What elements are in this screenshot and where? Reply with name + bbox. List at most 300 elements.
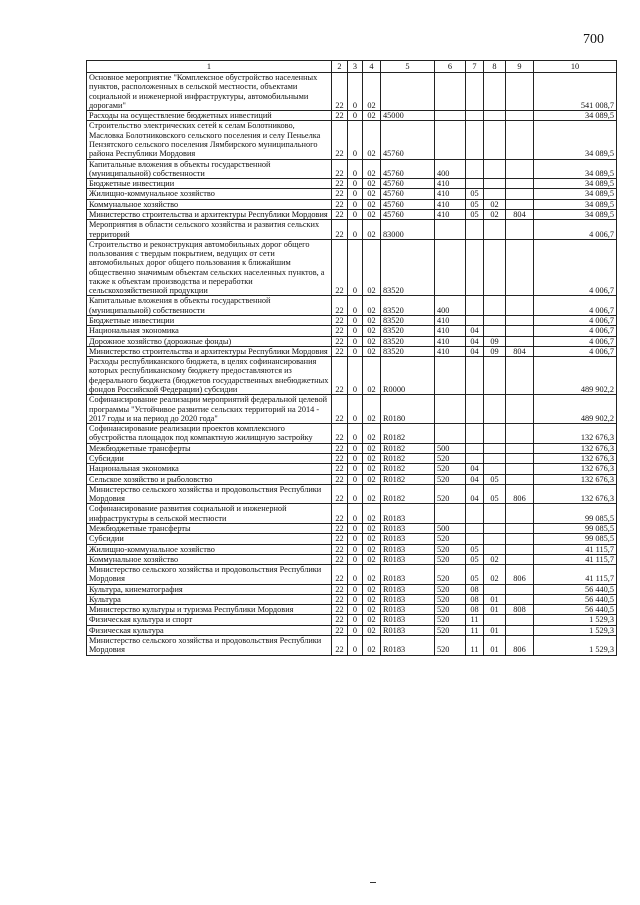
code-event: 02	[363, 121, 381, 159]
code-administrator	[506, 453, 534, 463]
code-event: 02	[363, 73, 381, 111]
code-direction: R0183	[381, 615, 435, 625]
code-event: 02	[363, 484, 381, 504]
code-subsection	[484, 316, 506, 326]
code-ministry: 22	[332, 159, 348, 179]
code-event: 02	[363, 615, 381, 625]
table-row	[87, 111, 617, 121]
code-ministry: 22	[332, 443, 348, 453]
table-row	[87, 565, 617, 585]
code-subsection: 05	[484, 474, 506, 484]
row-name: Коммунальное хозяйство	[87, 199, 332, 209]
code-subprogram: 0	[348, 73, 363, 111]
code-expense-type: 410	[435, 326, 466, 336]
row-name: Мероприятия в области сельского хозяйства и развития сельских территорий	[87, 220, 332, 240]
code-expense-type	[435, 504, 466, 524]
code-section	[466, 357, 484, 395]
row-name: Культура	[87, 594, 332, 604]
code-ministry: 22	[332, 73, 348, 111]
code-section	[466, 424, 484, 444]
code-event: 02	[363, 605, 381, 615]
header-cell: 5	[381, 61, 435, 73]
code-administrator	[506, 336, 534, 346]
code-section	[466, 504, 484, 524]
code-event: 02	[363, 326, 381, 336]
row-name: Строительство и реконструкция автомобильных дорог общего пользования с твердым покрытием, ведущих от сети автомобильных дорог общего пользования к ближайшим общественно значимым объектам сельских населенных пунктов, а также к объектам производства и переработки сельскохозяйственной продукции	[87, 239, 332, 296]
code-ministry: 22	[332, 179, 348, 189]
code-direction: R0182	[381, 424, 435, 444]
row-amount: 34 089,5	[534, 111, 617, 121]
code-subprogram: 0	[348, 357, 363, 395]
code-section: 04	[466, 346, 484, 356]
code-direction: 83520	[381, 346, 435, 356]
code-expense-type: 410	[435, 336, 466, 346]
code-expense-type	[435, 111, 466, 121]
row-name: Физическая культура	[87, 625, 332, 635]
code-section: 11	[466, 625, 484, 635]
header-cell: 8	[484, 61, 506, 73]
code-administrator	[506, 625, 534, 635]
code-ministry: 22	[332, 111, 348, 121]
code-event: 02	[363, 395, 381, 424]
row-amount: 489 902,2	[534, 357, 617, 395]
table-row	[87, 504, 617, 524]
row-amount: 99 085,5	[534, 504, 617, 524]
code-administrator	[506, 534, 534, 544]
row-name: Строительство электрических сетей к селам Болотниково, Масловка Болотниковского сельского поселения и селу Пеньелка Пензятского сельского поселения Лямбирского муниципального района Республики Мордовия	[87, 121, 332, 159]
row-amount: 99 085,5	[534, 523, 617, 533]
code-direction: R0183	[381, 534, 435, 544]
row-amount: 34 089,5	[534, 159, 617, 179]
row-name: Министерство строительства и архитектуры Республики Мордовия	[87, 209, 332, 219]
code-administrator: 808	[506, 605, 534, 615]
row-name: Капитальные вложения в объекты государственной (муниципальной) собственности	[87, 159, 332, 179]
code-subprogram: 0	[348, 584, 363, 594]
code-subprogram: 0	[348, 443, 363, 453]
code-event: 02	[363, 625, 381, 635]
code-event: 02	[363, 159, 381, 179]
code-direction: 83520	[381, 239, 435, 296]
code-direction: 83520	[381, 326, 435, 336]
code-administrator: 804	[506, 346, 534, 356]
code-event: 02	[363, 424, 381, 444]
code-subprogram: 0	[348, 199, 363, 209]
row-name: Министерство культуры и туризма Республики Мордовия	[87, 605, 332, 615]
table-row	[87, 523, 617, 533]
code-event: 02	[363, 443, 381, 453]
code-section: 04	[466, 336, 484, 346]
code-section	[466, 296, 484, 316]
code-direction: 45760	[381, 179, 435, 189]
header-cell: 7	[466, 61, 484, 73]
code-event: 02	[363, 111, 381, 121]
row-amount: 56 440,5	[534, 605, 617, 615]
code-event: 02	[363, 544, 381, 554]
code-subsection	[484, 395, 506, 424]
code-ministry: 22	[332, 336, 348, 346]
code-direction: R0183	[381, 636, 435, 656]
table-row	[87, 296, 617, 316]
row-amount: 34 089,5	[534, 179, 617, 189]
table-row	[87, 73, 617, 111]
code-expense-type: 520	[435, 484, 466, 504]
code-administrator	[506, 443, 534, 453]
row-name: Физическая культура и спорт	[87, 615, 332, 625]
table-row	[87, 615, 617, 625]
code-administrator	[506, 199, 534, 209]
code-subprogram: 0	[348, 121, 363, 159]
code-administrator	[506, 554, 534, 564]
code-direction: R0182	[381, 453, 435, 463]
table-row	[87, 464, 617, 474]
row-amount: 56 440,5	[534, 594, 617, 604]
row-name: Бюджетные инвестиции	[87, 316, 332, 326]
code-event: 02	[363, 189, 381, 199]
row-amount: 4 006,7	[534, 326, 617, 336]
code-direction: 83520	[381, 316, 435, 326]
code-expense-type: 520	[435, 544, 466, 554]
code-subsection: 02	[484, 209, 506, 219]
code-ministry: 22	[332, 636, 348, 656]
code-section	[466, 179, 484, 189]
row-amount: 1 529,3	[534, 625, 617, 635]
code-expense-type: 520	[435, 615, 466, 625]
header-cell: 3	[348, 61, 363, 73]
row-amount: 4 006,7	[534, 239, 617, 296]
row-amount: 34 089,5	[534, 189, 617, 199]
code-subsection	[484, 534, 506, 544]
code-ministry: 22	[332, 523, 348, 533]
code-subsection	[484, 523, 506, 533]
code-administrator	[506, 73, 534, 111]
row-name: Министерство сельского хозяйства и продовольствия Республики Мордовия	[87, 484, 332, 504]
code-expense-type: 500	[435, 443, 466, 453]
code-subprogram: 0	[348, 326, 363, 336]
table-row	[87, 443, 617, 453]
code-section: 11	[466, 615, 484, 625]
code-ministry: 22	[332, 121, 348, 159]
code-subprogram: 0	[348, 594, 363, 604]
code-subsection: 01	[484, 636, 506, 656]
header-cell: 6	[435, 61, 466, 73]
row-amount: 4 006,7	[534, 296, 617, 316]
code-direction: 83520	[381, 296, 435, 316]
code-subsection	[484, 179, 506, 189]
code-subprogram: 0	[348, 111, 363, 121]
code-subprogram: 0	[348, 474, 363, 484]
table-row	[87, 554, 617, 564]
code-event: 02	[363, 453, 381, 463]
code-ministry: 22	[332, 565, 348, 585]
code-direction: R0183	[381, 523, 435, 533]
code-expense-type: 410	[435, 209, 466, 219]
budget-table	[86, 60, 617, 656]
row-name: Культура, кинематография	[87, 584, 332, 594]
row-amount: 99 085,5	[534, 534, 617, 544]
code-section	[466, 73, 484, 111]
code-subsection	[484, 424, 506, 444]
row-name: Субсидии	[87, 453, 332, 463]
code-subsection	[484, 239, 506, 296]
code-direction: 45760	[381, 121, 435, 159]
row-name: Бюджетные инвестиции	[87, 179, 332, 189]
code-administrator	[506, 179, 534, 189]
code-ministry: 22	[332, 594, 348, 604]
code-section	[466, 453, 484, 463]
code-administrator	[506, 594, 534, 604]
code-administrator: 806	[506, 484, 534, 504]
code-ministry: 22	[332, 615, 348, 625]
code-subsection	[484, 189, 506, 199]
header-cell: 1	[87, 61, 332, 73]
code-subsection	[484, 326, 506, 336]
code-administrator: 806	[506, 565, 534, 585]
code-subprogram: 0	[348, 209, 363, 219]
row-name: Министерство сельского хозяйства и продовольствия Республики Мордовия	[87, 636, 332, 656]
code-direction: R0183	[381, 584, 435, 594]
code-event: 02	[363, 594, 381, 604]
header-cell: 9	[506, 61, 534, 73]
code-administrator	[506, 220, 534, 240]
code-ministry: 22	[332, 326, 348, 336]
code-ministry: 22	[332, 464, 348, 474]
code-subprogram: 0	[348, 554, 363, 564]
code-expense-type	[435, 121, 466, 159]
code-subsection	[484, 357, 506, 395]
table-row	[87, 484, 617, 504]
code-subsection: 01	[484, 605, 506, 615]
code-subsection	[484, 453, 506, 463]
row-name: Софинансирование развития социальной и инженерной инфраструктуры в сельской местности	[87, 504, 332, 524]
code-administrator: 806	[506, 636, 534, 656]
code-direction: R0182	[381, 443, 435, 453]
code-ministry: 22	[332, 239, 348, 296]
code-administrator	[506, 189, 534, 199]
table-row	[87, 179, 617, 189]
table-row	[87, 594, 617, 604]
code-event: 02	[363, 220, 381, 240]
code-subprogram: 0	[348, 523, 363, 533]
code-subsection	[484, 121, 506, 159]
code-subsection	[484, 220, 506, 240]
code-expense-type: 520	[435, 554, 466, 564]
code-ministry: 22	[332, 199, 348, 209]
code-section	[466, 121, 484, 159]
code-event: 02	[363, 464, 381, 474]
table-row	[87, 534, 617, 544]
row-amount: 132 676,3	[534, 464, 617, 474]
code-event: 02	[363, 636, 381, 656]
code-expense-type: 520	[435, 636, 466, 656]
code-administrator	[506, 159, 534, 179]
row-name: Межбюджетные трансферты	[87, 523, 332, 533]
code-expense-type: 410	[435, 189, 466, 199]
code-section: 05	[466, 189, 484, 199]
code-section	[466, 443, 484, 453]
code-event: 02	[363, 474, 381, 484]
code-administrator	[506, 464, 534, 474]
code-ministry: 22	[332, 453, 348, 463]
row-name: Национальная экономика	[87, 464, 332, 474]
code-expense-type: 400	[435, 296, 466, 316]
code-section	[466, 534, 484, 544]
code-event: 02	[363, 357, 381, 395]
code-expense-type	[435, 395, 466, 424]
code-section	[466, 239, 484, 296]
code-administrator	[506, 544, 534, 554]
code-ministry: 22	[332, 316, 348, 326]
code-expense-type: 520	[435, 453, 466, 463]
code-expense-type: 410	[435, 179, 466, 189]
code-ministry: 22	[332, 484, 348, 504]
table-row	[87, 636, 617, 656]
code-direction: 45760	[381, 199, 435, 209]
code-ministry: 22	[332, 605, 348, 615]
page-number: 700	[583, 32, 604, 47]
code-ministry: 22	[332, 584, 348, 594]
row-name: Основное мероприятие "Комплексное обустройство населенных пунктов, расположенных в сельской местности, объектами социальной и инженерной инфраструктуры, автомобильными дорогами"	[87, 73, 332, 111]
row-amount: 132 676,3	[534, 484, 617, 504]
code-administrator	[506, 474, 534, 484]
code-section	[466, 523, 484, 533]
code-administrator	[506, 615, 534, 625]
code-event: 02	[363, 534, 381, 544]
code-section: 05	[466, 209, 484, 219]
table-row	[87, 584, 617, 594]
code-subprogram: 0	[348, 395, 363, 424]
row-amount: 34 089,5	[534, 121, 617, 159]
code-direction: R0183	[381, 605, 435, 615]
code-subprogram: 0	[348, 605, 363, 615]
code-expense-type: 520	[435, 474, 466, 484]
row-name: Субсидии	[87, 534, 332, 544]
code-expense-type	[435, 357, 466, 395]
code-subsection	[484, 504, 506, 524]
code-expense-type: 410	[435, 346, 466, 356]
table-row	[87, 544, 617, 554]
code-ministry: 22	[332, 544, 348, 554]
code-section: 08	[466, 594, 484, 604]
code-direction: 83000	[381, 220, 435, 240]
row-name: Министерство сельского хозяйства и продовольствия Республики Мордовия	[87, 565, 332, 585]
code-direction: R0180	[381, 395, 435, 424]
code-section	[466, 220, 484, 240]
code-direction: R0182	[381, 484, 435, 504]
code-expense-type: 520	[435, 565, 466, 585]
row-amount: 41 115,7	[534, 554, 617, 564]
table-row	[87, 121, 617, 159]
header-cell: 10	[534, 61, 617, 73]
code-subprogram: 0	[348, 346, 363, 356]
code-administrator	[506, 424, 534, 444]
code-event: 02	[363, 179, 381, 189]
table-header-row	[87, 61, 617, 73]
code-ministry: 22	[332, 357, 348, 395]
table-row	[87, 220, 617, 240]
code-direction: 45760	[381, 189, 435, 199]
table-row	[87, 239, 617, 296]
code-direction: R0183	[381, 544, 435, 554]
code-direction: 45760	[381, 159, 435, 179]
code-subsection	[484, 159, 506, 179]
code-administrator	[506, 111, 534, 121]
code-subsection	[484, 73, 506, 111]
code-subprogram: 0	[348, 615, 363, 625]
code-ministry: 22	[332, 554, 348, 564]
code-subsection	[484, 296, 506, 316]
code-section: 04	[466, 484, 484, 504]
code-subprogram: 0	[348, 464, 363, 474]
row-amount: 34 089,5	[534, 199, 617, 209]
table-row	[87, 424, 617, 444]
row-amount: 56 440,5	[534, 584, 617, 594]
row-amount: 132 676,3	[534, 474, 617, 484]
row-name: Жилищно-коммунальное хозяйство	[87, 189, 332, 199]
row-amount: 541 008,7	[534, 73, 617, 111]
code-section	[466, 395, 484, 424]
table-row	[87, 395, 617, 424]
code-direction: R0183	[381, 625, 435, 635]
code-ministry: 22	[332, 189, 348, 199]
row-amount: 1 529,3	[534, 615, 617, 625]
row-amount: 132 676,3	[534, 443, 617, 453]
code-expense-type	[435, 220, 466, 240]
code-subprogram: 0	[348, 159, 363, 179]
code-subprogram: 0	[348, 220, 363, 240]
code-section: 04	[466, 464, 484, 474]
code-section: 05	[466, 544, 484, 554]
code-event: 02	[363, 199, 381, 209]
code-section: 05	[466, 554, 484, 564]
code-expense-type: 520	[435, 584, 466, 594]
code-subprogram: 0	[348, 636, 363, 656]
table-row	[87, 346, 617, 356]
table-row	[87, 336, 617, 346]
code-section: 08	[466, 605, 484, 615]
code-subprogram: 0	[348, 424, 363, 444]
code-expense-type	[435, 424, 466, 444]
code-subsection: 02	[484, 554, 506, 564]
table-row	[87, 159, 617, 179]
table-row	[87, 453, 617, 463]
code-administrator	[506, 239, 534, 296]
code-event: 02	[363, 316, 381, 326]
table-row	[87, 474, 617, 484]
code-expense-type: 500	[435, 523, 466, 533]
table-row	[87, 189, 617, 199]
code-expense-type: 410	[435, 316, 466, 326]
code-ministry: 22	[332, 504, 348, 524]
row-name: Коммунальное хозяйство	[87, 554, 332, 564]
code-expense-type: 410	[435, 199, 466, 209]
table-row	[87, 625, 617, 635]
row-name: Дорожное хозяйство (дорожные фонды)	[87, 336, 332, 346]
code-subprogram: 0	[348, 296, 363, 316]
code-ministry: 22	[332, 220, 348, 240]
code-subsection: 09	[484, 346, 506, 356]
code-section: 04	[466, 326, 484, 336]
code-event: 02	[363, 296, 381, 316]
code-direction: R0183	[381, 565, 435, 585]
code-subprogram: 0	[348, 316, 363, 326]
code-subsection: 09	[484, 336, 506, 346]
code-section	[466, 159, 484, 179]
row-amount: 4 006,7	[534, 316, 617, 326]
code-section	[466, 111, 484, 121]
table-row	[87, 209, 617, 219]
row-amount: 132 676,3	[534, 453, 617, 463]
code-administrator	[506, 326, 534, 336]
